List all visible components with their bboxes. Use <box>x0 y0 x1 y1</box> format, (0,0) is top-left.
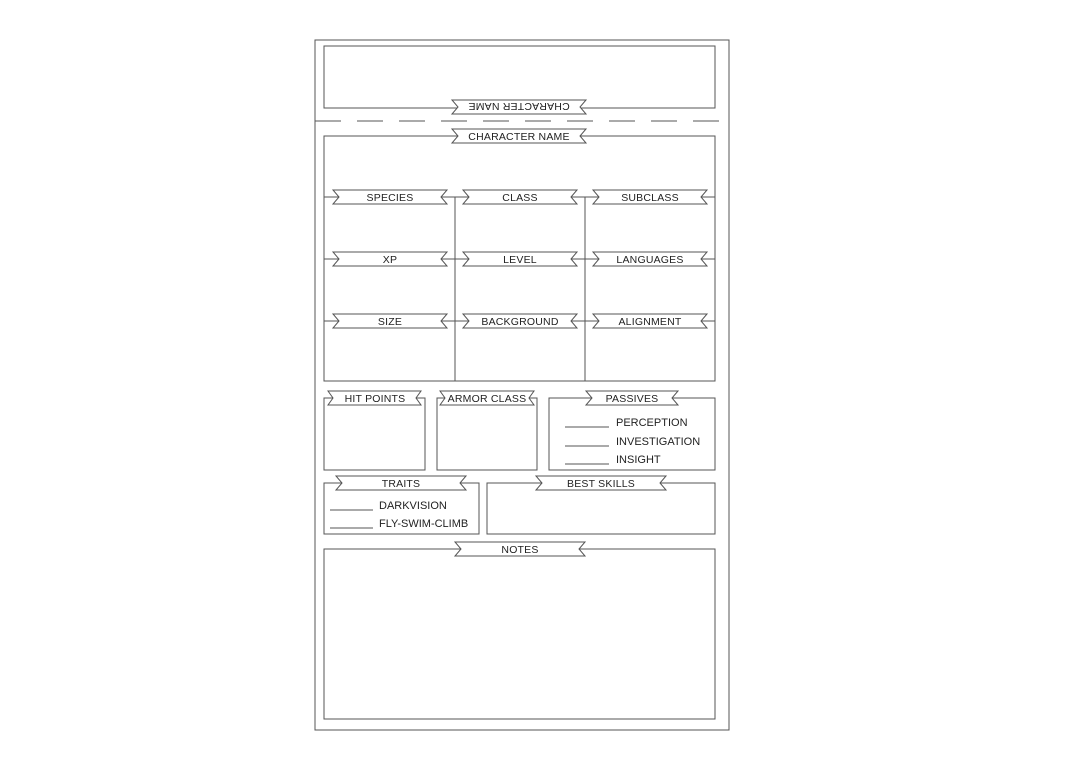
xp-banner <box>333 252 447 266</box>
notes-label: NOTES <box>501 544 539 556</box>
best-skills-box[interactable] <box>487 483 715 534</box>
perception-label: PERCEPTION <box>616 417 688 429</box>
traits-section <box>324 476 479 534</box>
armor-class-section <box>437 391 537 470</box>
armor-class-box[interactable] <box>437 398 537 470</box>
notes-section <box>324 542 715 719</box>
background-banner <box>463 314 577 328</box>
alignment-banner <box>593 314 707 328</box>
hit-points-box[interactable] <box>324 398 425 470</box>
species-label: SPECIES <box>366 192 414 204</box>
tent-name-box[interactable] <box>324 46 715 108</box>
size-label: SIZE <box>377 316 403 328</box>
passives-label: PASSIVES <box>605 393 659 405</box>
subclass-label: SUBCLASS <box>621 192 679 204</box>
tent-name-label: CHARACTER NAME <box>468 100 570 112</box>
investigation-label: INVESTIGATION <box>616 436 701 448</box>
character-name-banner <box>452 129 586 143</box>
size-banner <box>333 314 447 328</box>
level-banner <box>463 252 577 266</box>
fly-swim-climb-label: FLY-SWIM-CLIMB <box>379 518 469 530</box>
passives-section <box>549 391 715 470</box>
languages-banner <box>593 252 707 266</box>
alignment-label: ALIGNMENT <box>618 316 682 328</box>
insight-label: INSIGHT <box>616 454 661 466</box>
tent-name-banner <box>452 100 586 114</box>
character-name-field[interactable] <box>326 145 713 189</box>
species-banner <box>333 190 447 204</box>
class-banner <box>463 190 577 204</box>
best-skills-section <box>487 476 715 534</box>
character-name-label: CHARACTER NAME <box>468 131 570 143</box>
notes-box[interactable] <box>324 549 715 719</box>
darkvision-label: DARKVISION <box>379 500 447 512</box>
level-label: LEVEL <box>503 254 537 266</box>
armor-class-label: ARMOR CLASS <box>447 393 527 405</box>
best-skills-label: BEST SKILLS <box>567 478 635 490</box>
class-label: CLASS <box>502 192 538 204</box>
background-label: BACKGROUND <box>481 316 559 328</box>
languages-label: LANGUAGES <box>616 254 684 266</box>
tent-name-section <box>324 46 715 114</box>
subclass-banner <box>593 190 707 204</box>
identity-section <box>324 129 715 381</box>
traits-label: TRAITS <box>381 478 421 490</box>
xp-label: XP <box>382 254 398 266</box>
hit-points-section <box>324 391 425 470</box>
hit-points-label: HIT POINTS <box>344 393 406 405</box>
